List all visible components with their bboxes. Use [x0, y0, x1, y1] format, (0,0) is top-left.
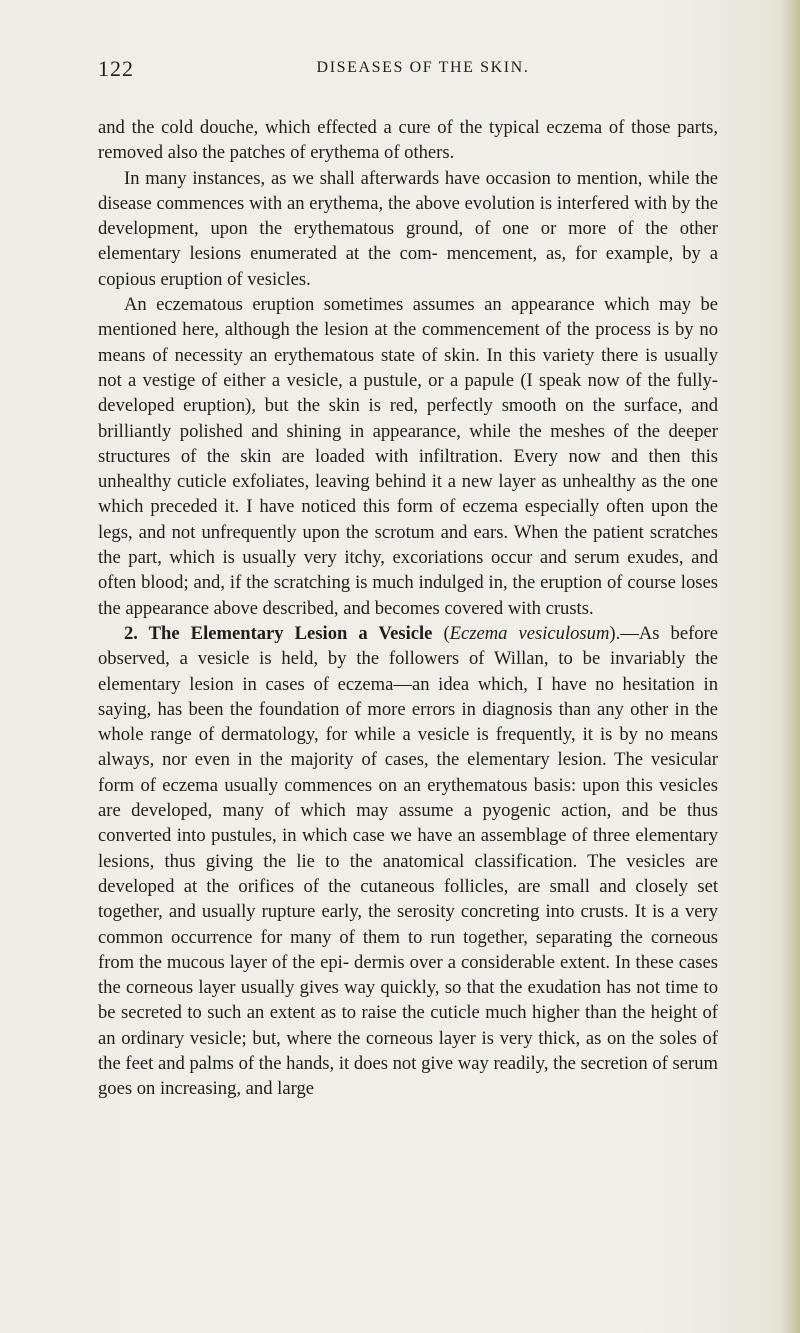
- close-paren: ).: [609, 622, 621, 644]
- body-text: [98, 115, 718, 1102]
- open-paren: (: [432, 622, 450, 644]
- page-header: [98, 56, 718, 86]
- section-heading: 2. The Elementary Lesion a Vesicle: [124, 622, 433, 644]
- latin-term: Eczema vesiculosum: [449, 622, 610, 644]
- page-number: 122: [98, 56, 134, 81]
- paragraph-1: and the cold douche, which effected a cure of the typical eczema of those parts, removed also the patches of erythema of others.: [98, 117, 718, 164]
- running-head: DISEASES OF THE SKIN.: [316, 59, 530, 76]
- paragraph-4: [98, 621, 718, 1102]
- paragraph-4-text: —As before observed, a vesicle is held, by the followers of Willan, to be invariably the elementary lesion in cases of eczema—an idea which, I have no hesitation in saying, has been the foundation of more errors in diagnosis than any other in the whole range of dermatology, for while a vesicle is frequently, it is by no means always, nor even in the majority of cases, the elementary lesion. The vesicular form of eczema usually commences on an erythematous basis: upon this vesicles are developed, many of which may assume a pyogenic action, and be thus converted into pustules, in which case we have an assemblage of three elementary lesions, thus giving the lie to the anatomical classification. The vesicles are developed at the orifices of the cutaneous follicles, are small and closely set together, and usually rupture early, the serosity concreting into crusts. It is a very common occurrence for many of them to run together, separating the corneous from the mucous layer of the epi- dermis over a considerable extent. In these cases the corneous layer usually gives way quickly, so that the exudation has not time to be secreted to such an extent as to raise the cuticle much higher than the height of an ordinary vesicle; but, where the corneous layer is very thick, as on the soles of the feet and palms of the hands, it does not give way readily, the secretion of serum goes on increasing, and large: [98, 622, 719, 1100]
- paragraph-3: An eczematous eruption sometimes assumes an appearance which may be mentioned here, although the lesion at the commencement of the process is by no means of necessity an erythematous state of skin. In this variety there is usually not a vestige of either a vesicle, a pustule, or a papule (I speak now of the fully-developed eruption), but the skin is red, perfectly smooth on the surface, and brilliantly polished and shining in appearance, while the meshes of the deeper structures of the skin are loaded with infiltration. Every now and then this unhealthy cuticle exfoliates, leaving behind it a new layer as unhealthy as the one which preceded it. I have noticed this form of eczema especially often upon the legs, and not unfrequently upon the scrotum and ears. When the patient scratches the part, which is usually very itchy, excoriations occur and serum exudes, and often blood; and, if the scratching is much indulged in, the eruption of course loses the appearance above described, and becomes covered with crusts.: [98, 294, 718, 619]
- paragraph-2: In many instances, as we shall afterwards have occasion to mention, while the disease commences with an erythema, the above evolution is interfered with by the development, upon the erythematous ground, of one or more of the other elementary lesions enumerated at the com- mencement, as, for example, by a copious eruption of vesicles.: [98, 167, 718, 290]
- page-edge: [782, 0, 800, 1333]
